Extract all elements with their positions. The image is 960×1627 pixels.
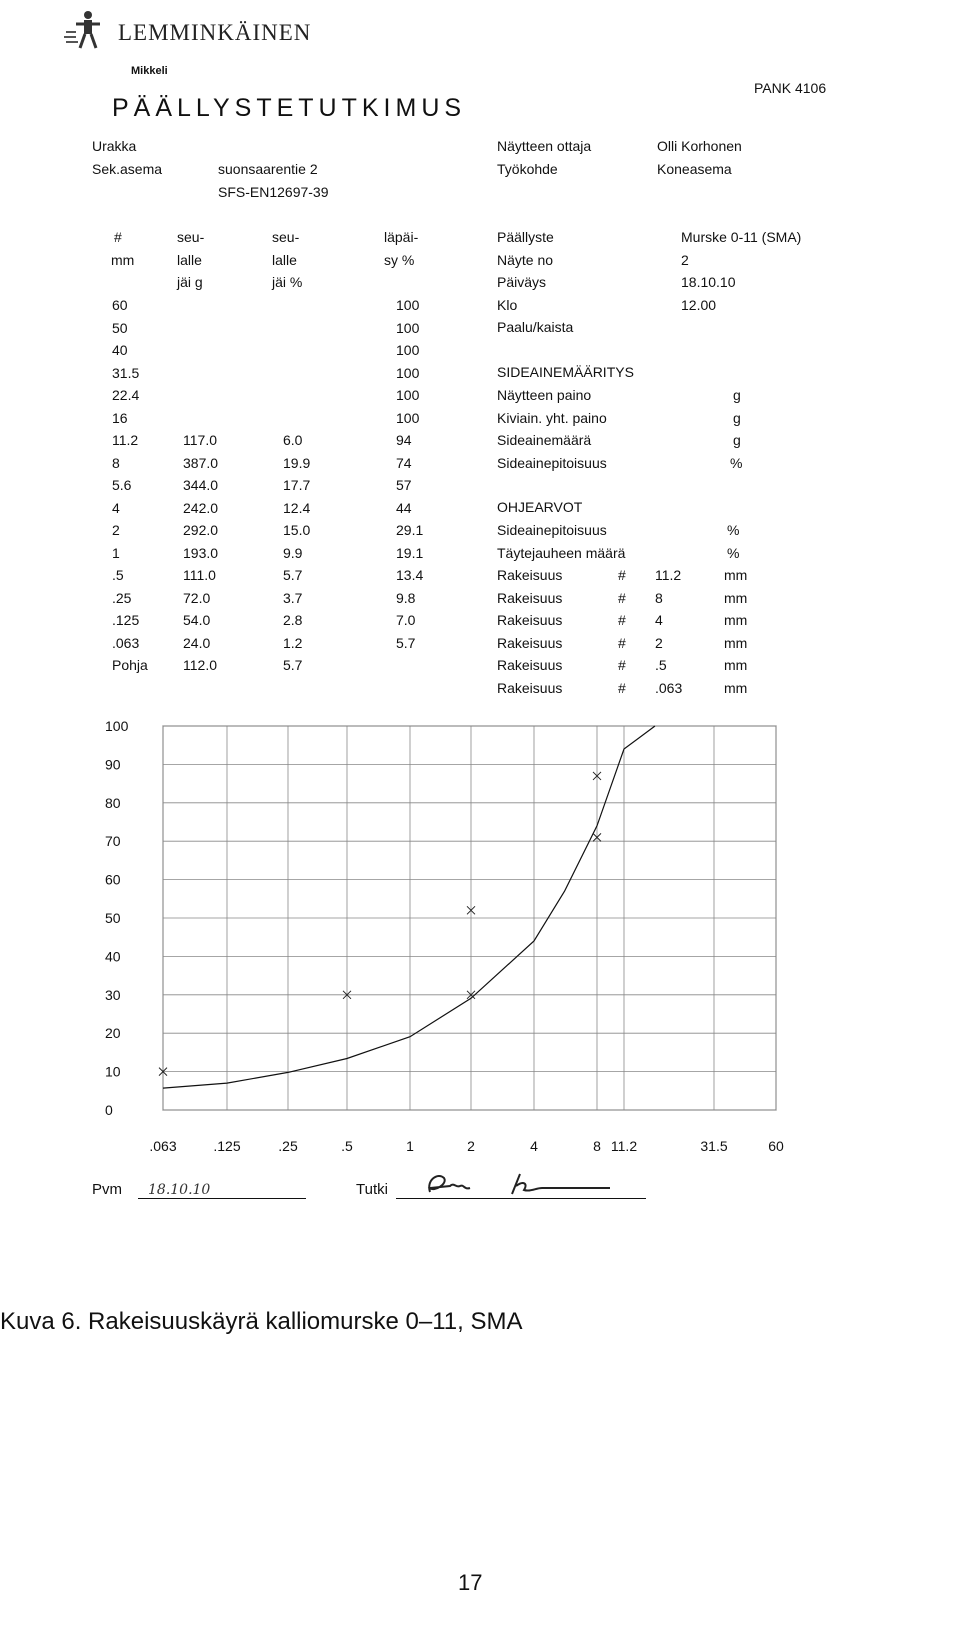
table-cell-sieve: 60	[112, 297, 128, 313]
sideaine-row-label: Kiviain. yht. paino	[497, 409, 607, 426]
rakeisuus-row-label: Rakeisuus	[497, 589, 563, 606]
limit-marker-stroke	[593, 772, 601, 780]
table-cell-passing: 100	[396, 409, 420, 426]
nayte-no-label: Näyte no	[497, 252, 554, 268]
table-cell-retained-pct: 19.9	[283, 454, 311, 471]
table-cell-retained-pct: 15.0	[283, 522, 311, 538]
y-tick-label: 70	[105, 833, 121, 850]
rakeisuus-row-unit: mm	[724, 589, 748, 606]
y-tick-label: 80	[105, 794, 121, 811]
rakeisuus-row-label: Rakeisuus	[497, 612, 563, 628]
urakka-label: Urakka	[92, 138, 137, 154]
table-cell-retained-pct: 9.9	[283, 544, 303, 561]
rakeisuus-row-label: Rakeisuus	[497, 657, 563, 673]
table-cell-sieve: 1	[112, 544, 120, 561]
rakeisuus-row-hash: #	[618, 612, 626, 628]
pvm-label: Pvm	[92, 1181, 122, 1198]
limit-marker-stroke	[467, 991, 475, 999]
x-tick-label: 4	[530, 1138, 538, 1154]
x-tick-label: 2	[467, 1138, 475, 1154]
table-header-cell: seu-	[272, 229, 300, 245]
y-tick-label: 50	[105, 910, 121, 926]
x-tick-label: .125	[213, 1138, 241, 1154]
signature-image	[420, 1166, 630, 1202]
rakeisuus-row-size: 8	[655, 589, 663, 606]
table-cell-retained-g: 111.0	[183, 567, 216, 583]
table-header-cell: sy %	[384, 252, 415, 268]
sideaine-heading: SIDEAINEMÄÄRITYS	[497, 364, 634, 380]
x-tick-label: .063	[149, 1138, 177, 1154]
table-cell-retained-g: 193.0	[183, 544, 219, 561]
limit-marker-stroke	[343, 991, 351, 999]
sekasema-label: Sek.asema	[92, 161, 163, 177]
rakeisuus-row-size: 2	[655, 634, 663, 651]
table-header-cell: seu-	[177, 229, 205, 245]
page-title: PÄÄLLYSTETUTKIMUS	[112, 94, 467, 122]
klo-label: Klo	[497, 297, 518, 313]
table-cell-sieve: 22.4	[112, 387, 140, 403]
table-cell-sieve: 11.2	[112, 432, 139, 448]
table-cell-retained-g: 72.0	[183, 589, 211, 606]
limit-marker-stroke	[159, 1068, 167, 1076]
rakeisuus-row-label: Rakeisuus	[497, 567, 563, 583]
klo-value: 12.00	[681, 297, 717, 313]
table-cell-sieve: Pohja	[112, 657, 148, 673]
y-tick-label: 60	[105, 871, 121, 888]
table-cell-sieve: .125	[112, 612, 140, 628]
ohje-row-label: Sideainepitoisuus	[497, 522, 607, 538]
table-cell-retained-g: 292.0	[183, 522, 219, 538]
limit-marker-stroke	[593, 772, 601, 780]
sideaine-row-unit: g	[733, 387, 741, 403]
table-cell-retained-pct: 3.7	[283, 589, 303, 606]
limit-marker-stroke	[159, 1068, 167, 1076]
limit-marker-stroke	[467, 991, 475, 999]
x-tick-label: 31.5	[700, 1138, 728, 1154]
table-header-cell: mm	[111, 252, 135, 268]
rakeisuus-row-unit: mm	[724, 679, 748, 696]
table-cell-retained-g: 112.0	[183, 657, 217, 673]
company-logo	[62, 8, 312, 52]
table-cell-passing: 100	[396, 387, 420, 403]
paallyste-label: Päällyste	[497, 229, 554, 245]
table-cell-retained-pct: 17.7	[283, 477, 311, 493]
paalu-label: Paalu/kaista	[497, 319, 574, 335]
ohje-row-unit: %	[727, 544, 740, 561]
paallyste-value: Murske 0-11 (SMA)	[681, 229, 802, 245]
table-header-cell: lalle	[177, 252, 202, 268]
rakeisuus-row-size: 11.2	[655, 567, 682, 583]
paivays-value: 18.10.10	[681, 274, 736, 290]
rakeisuus-row-unit: mm	[724, 612, 748, 628]
table-cell-retained-pct: 12.4	[283, 499, 311, 516]
y-tick-label: 30	[105, 986, 121, 1003]
table-cell-sieve: 31.5	[112, 364, 140, 381]
table-cell-retained-pct: 5.7	[283, 657, 303, 673]
page-number: 17	[458, 1570, 483, 1595]
table-cell-sieve: 8	[112, 454, 120, 471]
table-header-cell: jäi %	[272, 274, 303, 290]
pvm-value: 18.10.10	[138, 1182, 306, 1199]
table-cell-sieve: 2	[112, 522, 120, 538]
rakeisuus-row-size: 4	[655, 612, 663, 628]
table-cell-retained-pct: 2.8	[283, 612, 303, 628]
paivays-label: Päiväys	[497, 274, 547, 290]
table-cell-sieve: .5	[112, 567, 124, 583]
table-cell-passing: 5.7	[396, 634, 416, 651]
table-cell-sieve: 40	[112, 342, 128, 358]
table-cell-retained-pct: 1.2	[283, 634, 303, 651]
limit-marker	[343, 991, 351, 999]
x-tick-label: .5	[341, 1138, 353, 1154]
sideaine-row-label: Näytteen paino	[497, 387, 592, 403]
city-label: Mikkeli	[131, 65, 168, 77]
x-tick-label: 11.2	[610, 1138, 638, 1154]
table-cell-sieve: 5.6	[112, 477, 132, 493]
table-cell-retained-g: 387.0	[183, 454, 219, 471]
table-header-cell: jäi g	[177, 274, 203, 290]
table-cell-sieve: .063	[112, 634, 140, 651]
y-tick-label: 20	[105, 1025, 121, 1042]
x-tick-label: .25	[278, 1138, 298, 1154]
table-cell-passing: 29.1	[396, 522, 424, 538]
table-cell-retained-g: 117.0	[183, 432, 217, 448]
rakeisuus-row-unit: mm	[724, 567, 748, 583]
y-tick-label: 40	[105, 948, 121, 965]
table-cell-sieve: .25	[112, 589, 132, 606]
table-cell-passing: 100	[396, 364, 420, 381]
sideaine-row-unit: g	[733, 432, 741, 448]
figure-caption: Kuva 6. Rakeisuuskäyrä kalliomurske 0–11, SMA	[0, 1308, 523, 1335]
naytteen-ottaja-label: Näytteen ottaja	[497, 138, 592, 154]
y-tick-label: 100	[105, 718, 129, 734]
limit-marker	[467, 906, 475, 914]
table-cell-passing: 100	[396, 319, 420, 336]
table-cell-passing: 94	[396, 432, 412, 448]
tyokohde-label: Työkohde	[497, 161, 558, 177]
table-cell-sieve: 50	[112, 319, 128, 336]
standard-label: SFS-EN12697-39	[218, 184, 329, 200]
rakeisuus-row-unit: mm	[724, 634, 748, 651]
table-cell-passing: 57	[396, 477, 412, 493]
table-cell-passing: 74	[396, 454, 412, 471]
y-tick-label: 10	[105, 1063, 121, 1080]
y-tick-label: 90	[105, 756, 121, 773]
table-cell-passing: 7.0	[396, 612, 416, 628]
tyokohde-value: Koneasema	[657, 161, 732, 177]
table-header-cell: #	[114, 229, 122, 245]
limit-marker-stroke	[467, 906, 475, 914]
rakeisuus-row-label: Rakeisuus	[497, 634, 563, 651]
y-tick-label: 0	[105, 1102, 113, 1118]
ohje-heading: OHJEARVOT	[497, 499, 583, 515]
limit-marker	[593, 833, 601, 841]
table-cell-passing: 13.4	[396, 567, 424, 583]
table-cell-passing: 44	[396, 499, 412, 516]
table-cell-sieve: 16	[112, 409, 128, 426]
rakeisuus-row-hash: #	[618, 679, 626, 696]
rakeisuus-row-unit: mm	[724, 657, 748, 673]
code-label: PANK 4106	[754, 80, 827, 96]
grading-curve	[163, 726, 655, 1088]
naytteen-ottaja-value: Olli Korhonen	[657, 138, 742, 154]
limit-marker-stroke	[343, 991, 351, 999]
company-name: LEMMINKÄINEN	[118, 20, 312, 45]
table-cell-retained-pct: 6.0	[283, 432, 303, 448]
table-cell-retained-pct: 5.7	[283, 567, 303, 583]
limit-marker	[593, 772, 601, 780]
sideaine-row-label: Sideainepitoisuus	[497, 454, 607, 471]
table-cell-passing: 19.1	[396, 544, 424, 561]
rakeisuus-row-hash: #	[618, 634, 626, 651]
rakeisuus-row-hash: #	[618, 589, 626, 606]
table-cell-retained-g: 24.0	[183, 634, 211, 651]
limit-marker	[159, 1068, 167, 1076]
ohje-row-unit: %	[727, 522, 740, 538]
limit-marker-stroke	[467, 906, 475, 914]
sideaine-row-unit: %	[730, 454, 743, 471]
ohje-row-label: Täytejauheen määrä	[497, 544, 626, 561]
sekasema-value: suonsaarentie 2	[218, 161, 318, 177]
logo-figure-icon	[62, 8, 114, 52]
x-tick-label: 1	[406, 1138, 414, 1154]
sideaine-row-unit: g	[733, 409, 741, 426]
x-tick-label: 8	[593, 1138, 601, 1154]
table-cell-passing: 100	[396, 297, 420, 313]
limit-marker-stroke	[593, 833, 601, 841]
table-header-cell: läpäi-	[384, 229, 419, 245]
x-tick-label: 60	[768, 1138, 784, 1154]
chart-frame	[163, 726, 776, 1110]
table-cell-passing: 9.8	[396, 589, 416, 606]
rakeisuus-row-size: .5	[655, 657, 667, 673]
rakeisuus-row-size: .063	[655, 679, 683, 696]
rakeisuus-row-label: Rakeisuus	[497, 679, 563, 696]
rakeisuus-row-hash: #	[618, 657, 626, 673]
nayte-no-value: 2	[681, 252, 689, 268]
sideaine-row-label: Sideainemäärä	[497, 432, 592, 448]
table-header-cell: lalle	[272, 252, 297, 268]
table-cell-retained-g: 242.0	[183, 499, 219, 516]
limit-marker-stroke	[593, 833, 601, 841]
table-cell-sieve: 4	[112, 499, 120, 516]
table-cell-retained-g: 344.0	[183, 477, 219, 493]
table-cell-retained-g: 54.0	[183, 612, 211, 628]
limit-marker	[467, 991, 475, 999]
tutki-label: Tutki	[356, 1181, 388, 1198]
table-cell-passing: 100	[396, 342, 420, 358]
rakeisuus-row-hash: #	[618, 567, 626, 583]
